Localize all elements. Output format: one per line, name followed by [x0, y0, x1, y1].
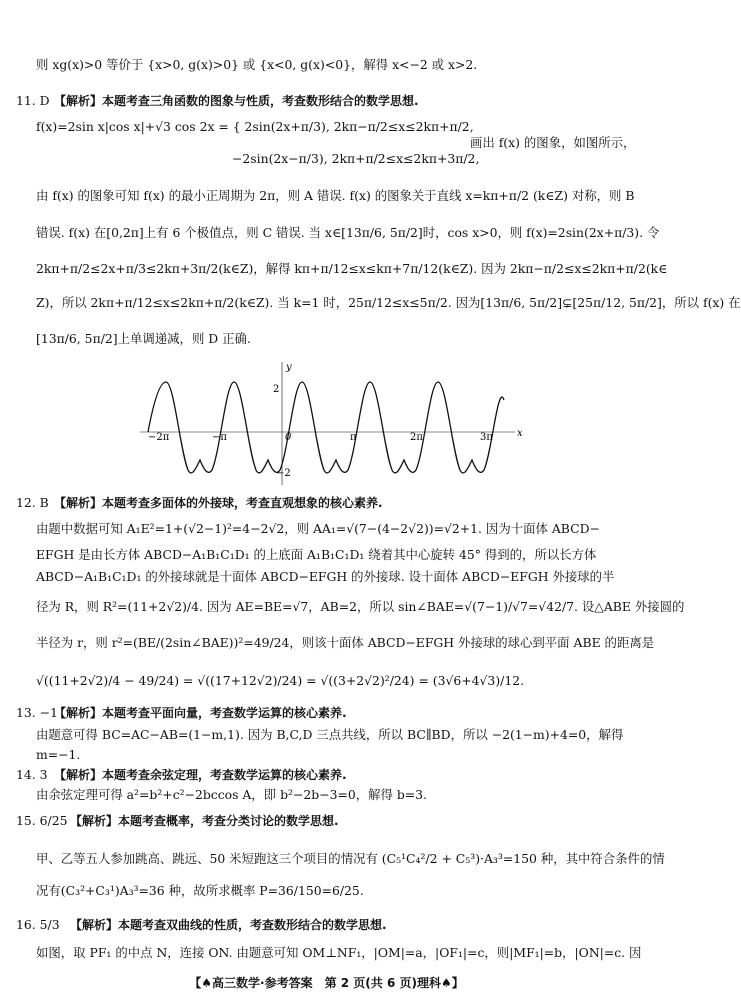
question-11-analysis-heading: 【解析】本题考查三角函数的图象与性质，考查数形结合的数学思想.: [54, 94, 419, 108]
text-line: [13π/6, 5π/2]上单调递减，则 D 正确.: [36, 331, 251, 346]
text-line: 甲、乙等五人参加跳高、跳远、50 米短跑这三个项目的情况有 (C₅¹C₄²/2 + C₅³)·A₃³=150 种，其中符合条件的情: [36, 851, 665, 866]
y-axis-label: y: [286, 362, 292, 373]
question-15-analysis-heading: 【解析】本题考查概率，考查分类讨论的数学思想.: [70, 814, 339, 828]
question-15-number: 15. 6/25: [16, 813, 68, 828]
tick-label: 0: [285, 432, 292, 443]
y-min-label: −2: [276, 468, 291, 479]
question-12-analysis-heading: 【解析】本题考查多面体的外接球，考查直观想象的核心素养.: [54, 496, 383, 510]
text-line: Z)，所以 2kπ+π/12≤x≤2kπ+π/2(k∈Z). 当 k=1 时，25π/12≤x≤5π/2. 因为[13π/6, 5π/2]⊊[25π/12, 5π/2]，所以 f(x) 在: [36, 295, 741, 310]
tick-label: 2π: [410, 432, 423, 443]
sine-curve: [148, 382, 504, 473]
tick-label: 3π: [480, 432, 493, 443]
text-line: 由题中数据可知 A₁E²=1+(√2−1)²=4−2√2，则 AA₁=√(7−(4−2√2))=√2+1. 因为十面体 ABCD−: [36, 521, 600, 536]
question-13-analysis-heading: 【解析】本题考查平面向量，考查数学运算的核心素养.: [54, 706, 347, 720]
text-line: 径为 R，则 R²=(11+2√2)/4. 因为 AE=BE=√7，AB=2，所以 sin∠BAE=√(7−1)/√7=√42/7. 设△ABE 外接圆的: [36, 599, 685, 614]
text-line: 则 xg(x)>0 等价于 {x>0, g(x)>0} 或 {x<0, g(x)<0}，解得 x<−2 或 x>2.: [36, 57, 478, 72]
tick-label: −π: [212, 432, 227, 443]
text-line: 错误. f(x) 在[0,2π]上有 6 个极值点，则 C 错误. 当 x∈[13π/6, 5π/2]时，cos x>0，则 f(x)=2sin(2x+π/3). 令: [36, 225, 660, 240]
text-line: m=−1.: [36, 747, 81, 762]
text-line: ABCD−A₁B₁C₁D₁ 的外接球就是十面体 ABCD−EFGH 的外接球. 设十面体 ABCD−EFGH 外接球的半: [36, 569, 615, 584]
text-line: 2kπ+π/2≤2x+π/3≤2kπ+3π/2(k∈Z)，解得 kπ+π/12≤x≤kπ+7π/12(k∈Z). 因为 2kπ−π/2≤x≤2kπ+π/2(k∈: [36, 261, 668, 276]
piecewise-note: 画出 f(x) 的图象，如图所示，: [470, 135, 636, 150]
text-line: 由余弦定理可得 a²=b²+c²−2bccos A，即 b²−2b−3=0，解得 b=3.: [36, 787, 427, 802]
text-line: EFGH 是由长方体 ABCD−A₁B₁C₁D₁ 的上底面 A₁B₁C₁D₁ 绕着其中心旋转 45° 得到的，所以长方体: [36, 547, 597, 562]
text-line: 况有(C₃²+C₃¹)A₃³=36 种，故所求概率 P=36/150=6/25.: [36, 883, 364, 898]
page-footer: 【♠高三数学·参考答案 第 2 页(共 6 页)理科♠】: [189, 976, 464, 990]
tick-label: π: [350, 432, 357, 443]
text-line: 由题意可得 BC=AC−AB=(1−m,1). 因为 B,C,D 三点共线，所以 BC∥BD，所以 −2(1−m)+4=0，解得: [36, 727, 624, 742]
question-14-number: 14. 3: [16, 767, 48, 782]
question-13-number: 13. −1: [16, 705, 58, 720]
piecewise-line-2: −2sin(2x−π/3), 2kπ+π/2≤x≤2kπ+3π/2,: [232, 151, 480, 166]
question-14-analysis-heading: 【解析】本题考查余弦定理，考查数学运算的核心素养.: [54, 768, 347, 782]
question-16-number: 16. 5/3: [16, 917, 60, 932]
function-graph: [140, 360, 530, 490]
x-axis-label: x: [517, 428, 523, 439]
text-line: 如图，取 PF₁ 的中点 N，连接 ON. 由题意可知 OM⊥NF₁，|OM|=a，|OF₁|=c，则|MF₁|=b，|ON|=c. 因: [36, 945, 642, 960]
question-11-number: 11. D: [16, 93, 50, 108]
text-line: √((11+2√2)/4 − 49/24) = √((17+12√2)/24) = √((3+2√2)²/24) = (3√6+4√3)/12.: [36, 673, 525, 688]
piecewise-line-1: f(x)=2sin x|cos x|+√3 cos 2x = { 2sin(2x+π/3), 2kπ−π/2≤x≤2kπ+π/2,: [36, 119, 474, 134]
question-12-number: 12. B: [16, 495, 49, 510]
text-line: 由 f(x) 的图象可知 f(x) 的最小正周期为 2π，则 A 错误. f(x) 的图象关于直线 x=kπ+π/2 (k∈Z) 对称，则 B: [36, 188, 635, 203]
question-16-analysis-heading: 【解析】本题考查双曲线的性质，考查数形结合的数学思想.: [70, 918, 387, 932]
text-line: 半径为 r，则 r²=(BE/(2sin∠BAE))²=49/24，则该十面体 ABCD−EFGH 外接球的球心到平面 ABE 的距离是: [36, 635, 655, 650]
tick-label: −2π: [148, 432, 170, 443]
y-max-label: 2: [273, 384, 280, 395]
